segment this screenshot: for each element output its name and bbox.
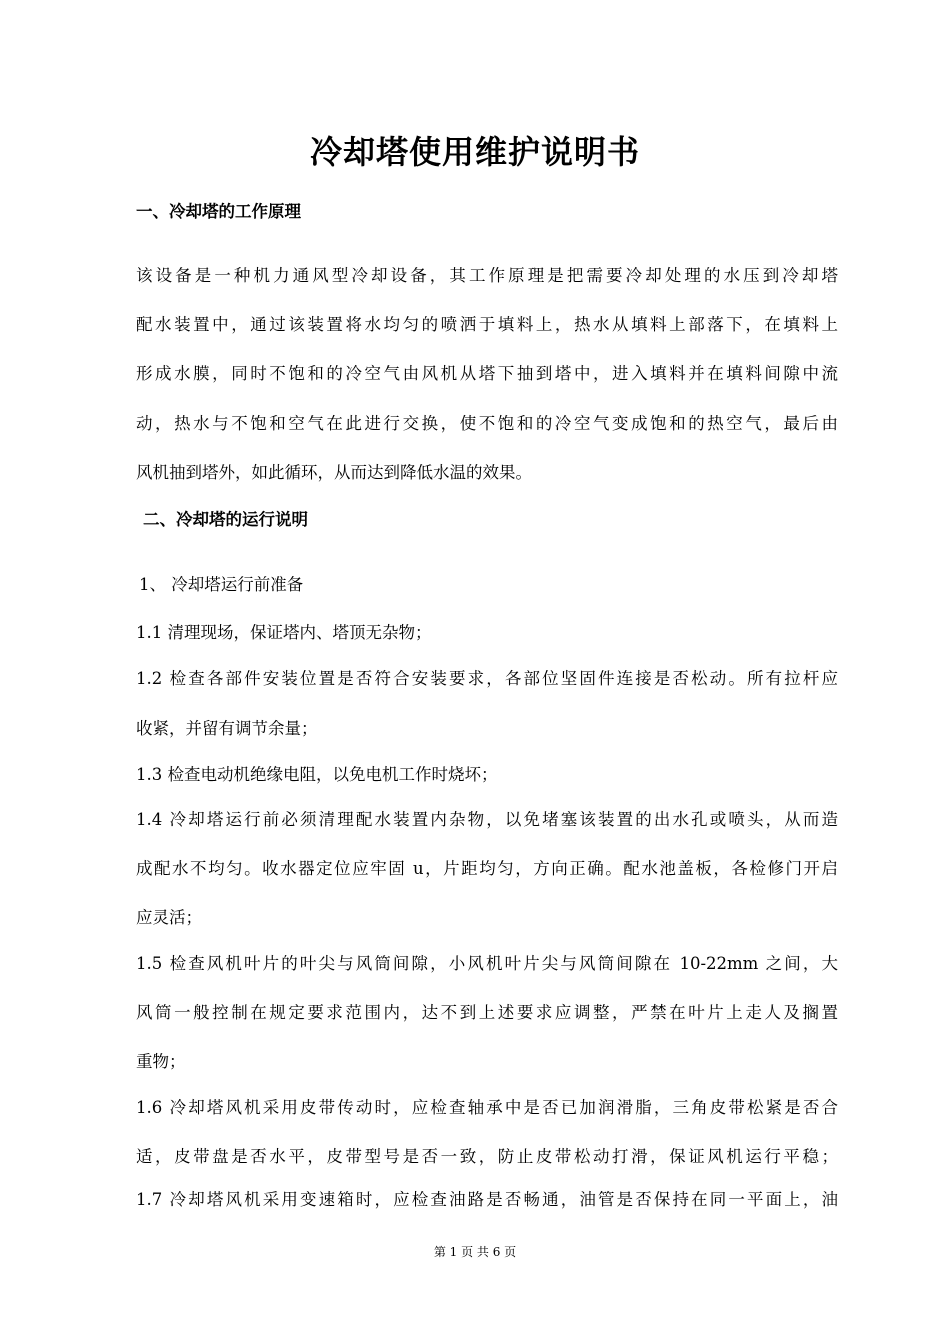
paragraph-line: 配水装置中，通过该装置将水均匀的喷洒于填料上，热水从填料上部落下，在填料上 [136,315,838,334]
section-heading-principle: 一、冷却塔的工作原理 [136,202,301,221]
list-item: 收紧，并留有调节余量； [136,719,318,738]
list-item: 成配水不均匀。收水器定位应牢固 u，片距均匀，方向正确。配水池盖板，各检修门开启 [136,859,838,878]
list-item: 应灵活； [136,908,202,927]
list-item: 1.7 冷却塔风机采用变速箱时，应检查油路是否畅通，油管是否保持在同一平面上，油 [136,1190,838,1209]
page-footer: 第 1 页 共 6 页 [433,1245,517,1259]
list-item: 1.2 检查各部件安装位置是否符合安装要求，各部位坚固件连接是否松动。所有拉杆应 [136,669,838,688]
paragraph-line: 风机抽到塔外，如此循环，从而达到降低水温的效果。 [136,463,532,482]
list-item: 1.5 检查风机叶片的叶尖与风筒间隙，小风机叶片尖与风筒间隙在 10-22mm 之间，大 [136,954,838,973]
list-item: 风筒一般控制在规定要求范围内，达不到上述要求应调整，严禁在叶片上走人及搁置 [136,1003,838,1022]
list-item: 1.4 冷却塔运行前必须清理配水装置内杂物，以免堵塞该装置的出水孔或喷头，从而造 [136,810,838,829]
list-item: 适，皮带盘是否水平，皮带型号是否一致，防止皮带松动打滑，保证风机运行平稳； [136,1147,838,1166]
list-item: 重物； [136,1052,186,1071]
paragraph-line: 形成水膜，同时不饱和的冷空气由风机从塔下抽到塔中，进入填料并在填料间隙中流 [136,364,838,383]
list-item: 1.6 冷却塔风机采用皮带传动时，应检查轴承中是否已加润滑脂，三角皮带松紧是否合 [136,1098,838,1117]
list-item: 1.3 检查电动机绝缘电阻，以免电机工作时烧坏； [136,765,498,784]
list-item: 1.1 清理现场，保证塔内、塔顶无杂物； [136,623,432,642]
document-title: 冷却塔使用维护说明书 [309,133,640,171]
subsection-heading: 1、 冷却塔运行前准备 [139,575,304,594]
paragraph-line: 动，热水与不饱和空气在此进行交换，使不饱和的冷空气变成饱和的热空气，最后由 [136,414,838,433]
paragraph-line: 该设备是一种机力通风型冷却设备，其工作原理是把需要冷却处理的水压到冷却塔 [136,266,838,285]
section-heading-operation: 二、冷却塔的运行说明 [143,510,308,529]
